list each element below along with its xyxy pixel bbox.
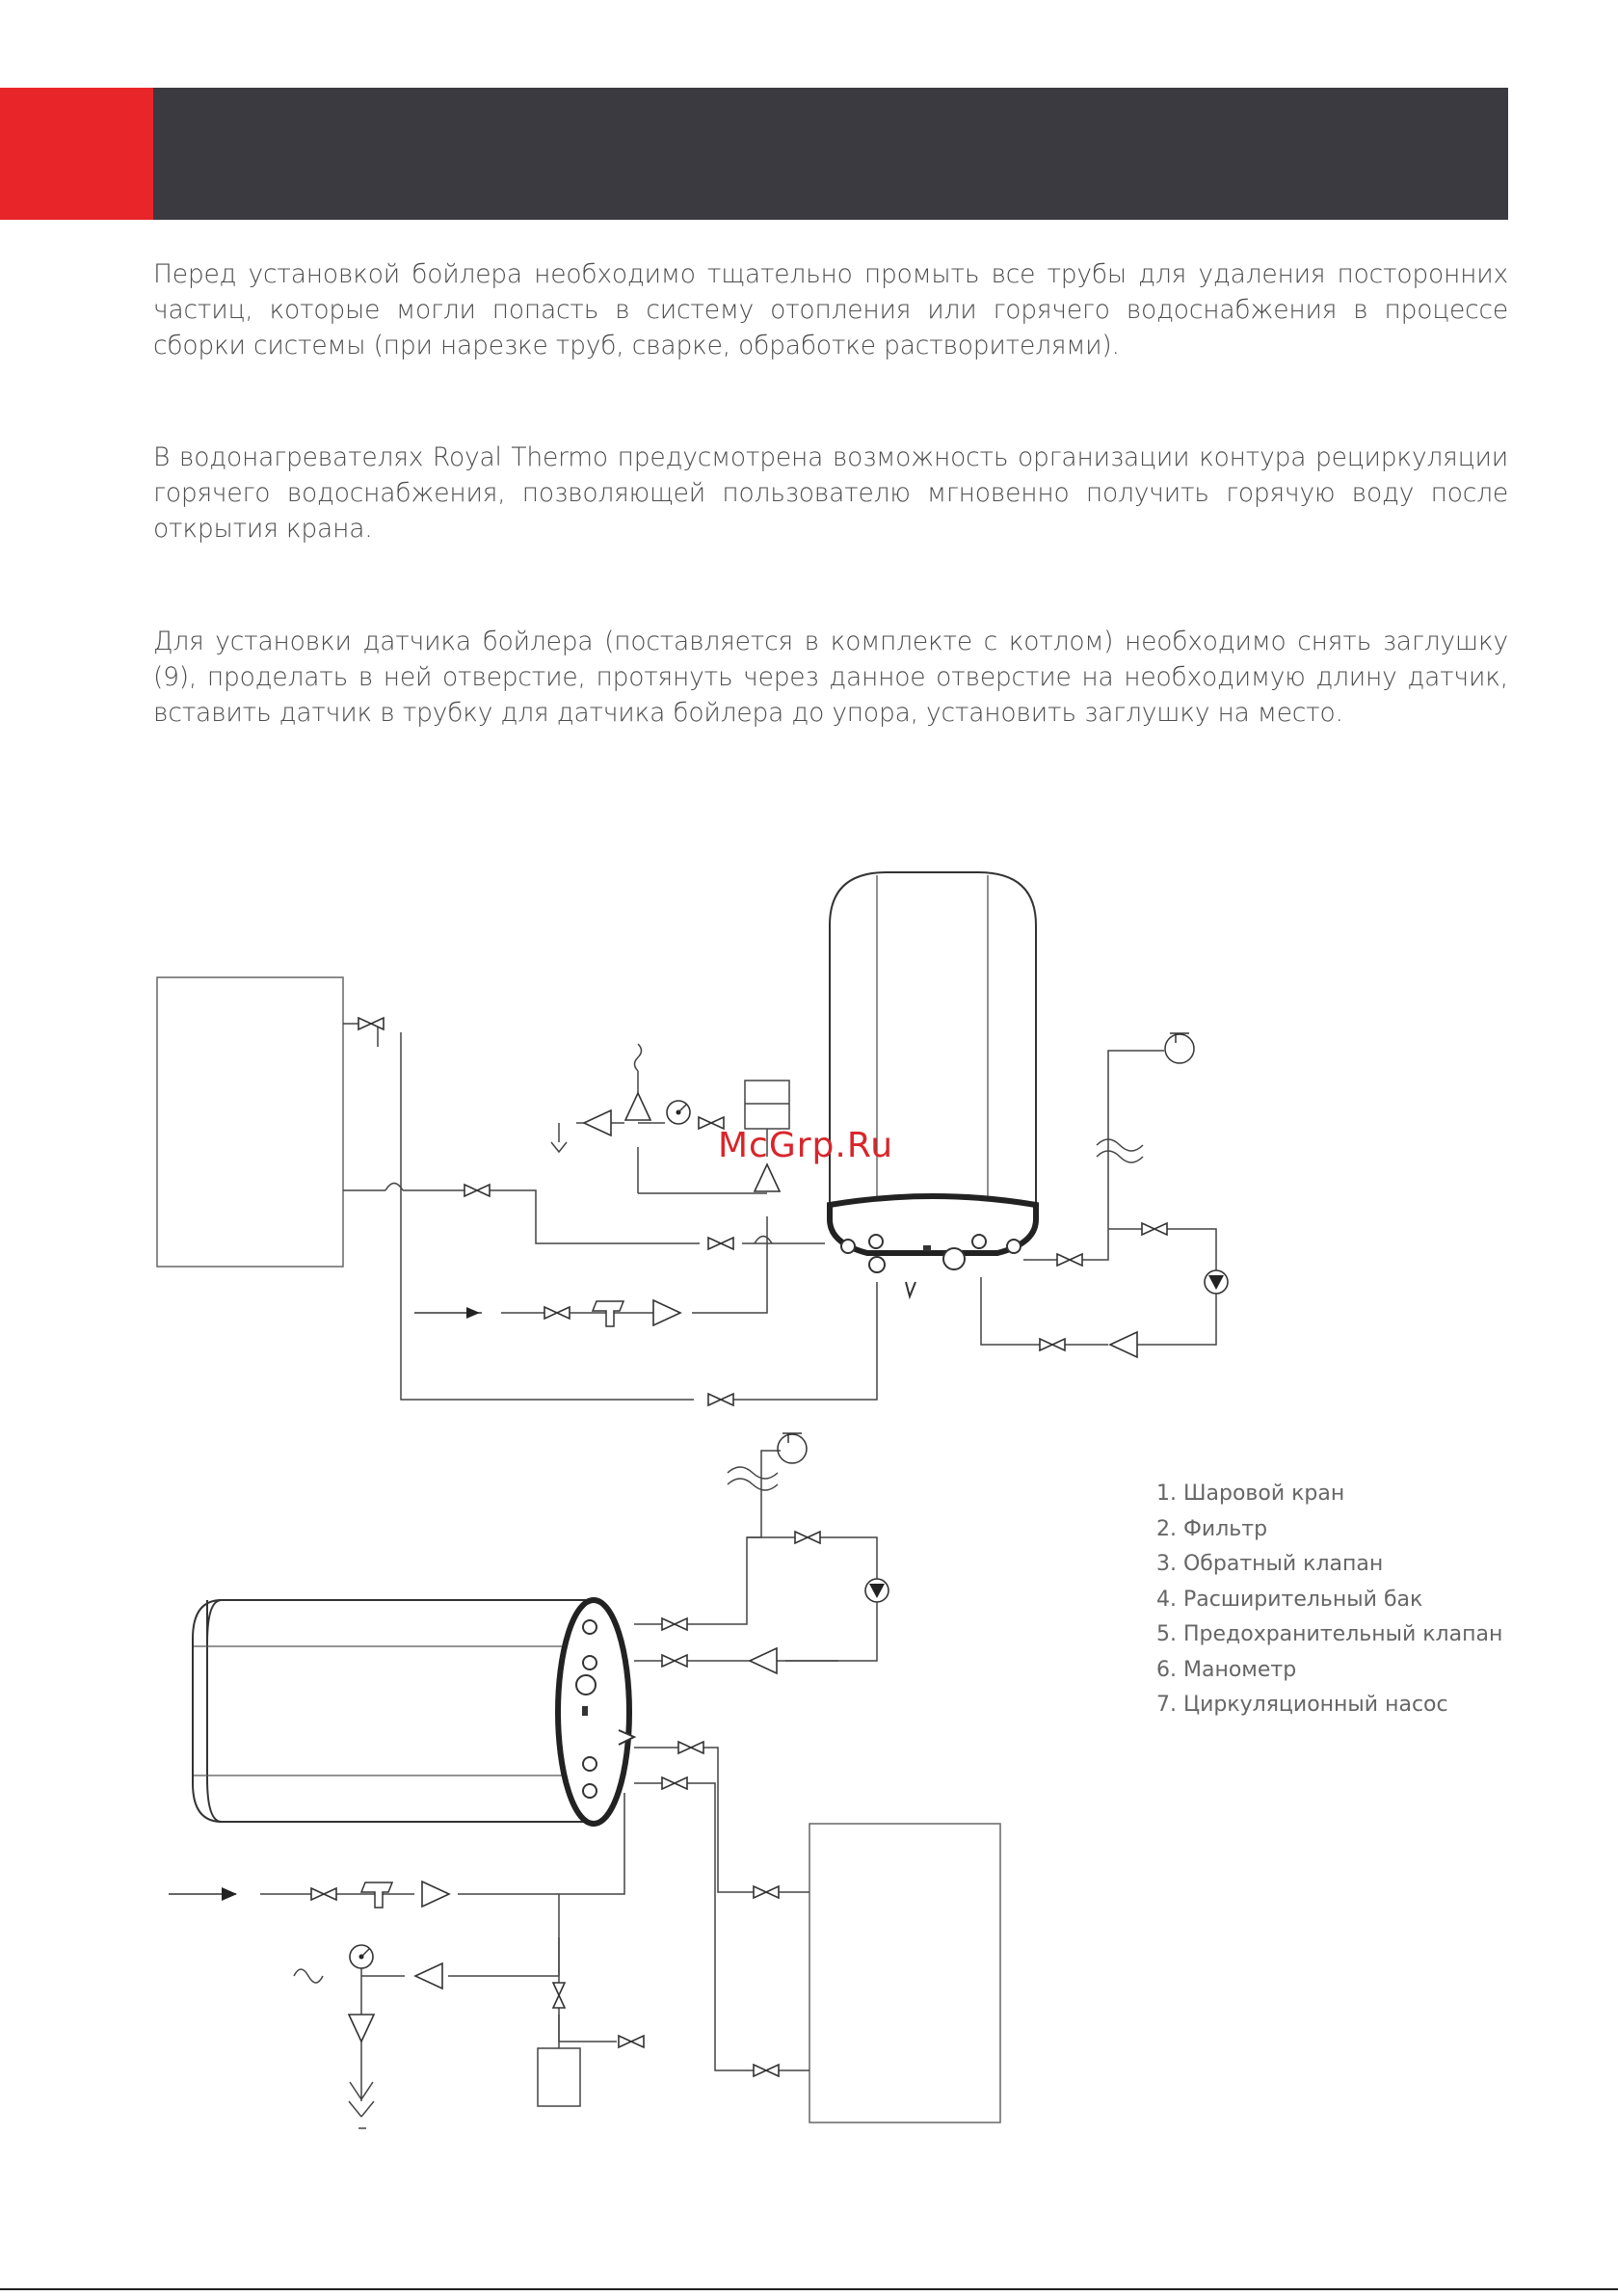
legend-item: 7. Циркуляционный насос [1156, 1693, 1448, 1717]
legend-item: 2. Фильтр [1156, 1516, 1268, 1541]
paragraph-sensor: Для установки датчика бойлера (поставляется в комплекте с котлом) необходимо снять заглушку (9), проделать в ней отверстие, протянуть через данное отверстие на необходимую длину датчик, вставить датчик в трубку для датчика бойлера до упора, установить заглушку на место. [153, 627, 1508, 728]
legend-list [1156, 1477, 1502, 1723]
footer-rule [0, 2288, 1618, 2290]
legend-item: 6. Манометр [1156, 1657, 1297, 1682]
paragraph-recirculation: В водонагревателях Royal Thermo предусмотрена возможность организации контура рециркуляции горячего водоснабжения, позволяющей пользователю мгновенно получить горячую воду после открытия крана. [153, 442, 1508, 544]
legend-item: 5. Предохранительный клапан [1156, 1622, 1503, 1646]
top-diagram-pipes [157, 977, 1216, 1400]
horizontal-boiler [193, 1600, 634, 1824]
legend-item: 3. Обратный клапан [1156, 1552, 1384, 1576]
legend-item: 4. Расширительный бак [1156, 1587, 1423, 1612]
legend-item: 1. Шаровой кран [1156, 1482, 1345, 1506]
watermark: McGrp.Ru [718, 1126, 894, 1165]
vertical-boiler [830, 872, 1036, 1296]
paragraph-flushing: Перед установкой бойлера необходимо тщательно промыть все трубы для удаления посторонних частиц, которые могли попасть в систему отопления или горячего водоснабжения в процессе сборки системы (при нарезке труб, сварке, обработке растворителями). [153, 259, 1508, 360]
